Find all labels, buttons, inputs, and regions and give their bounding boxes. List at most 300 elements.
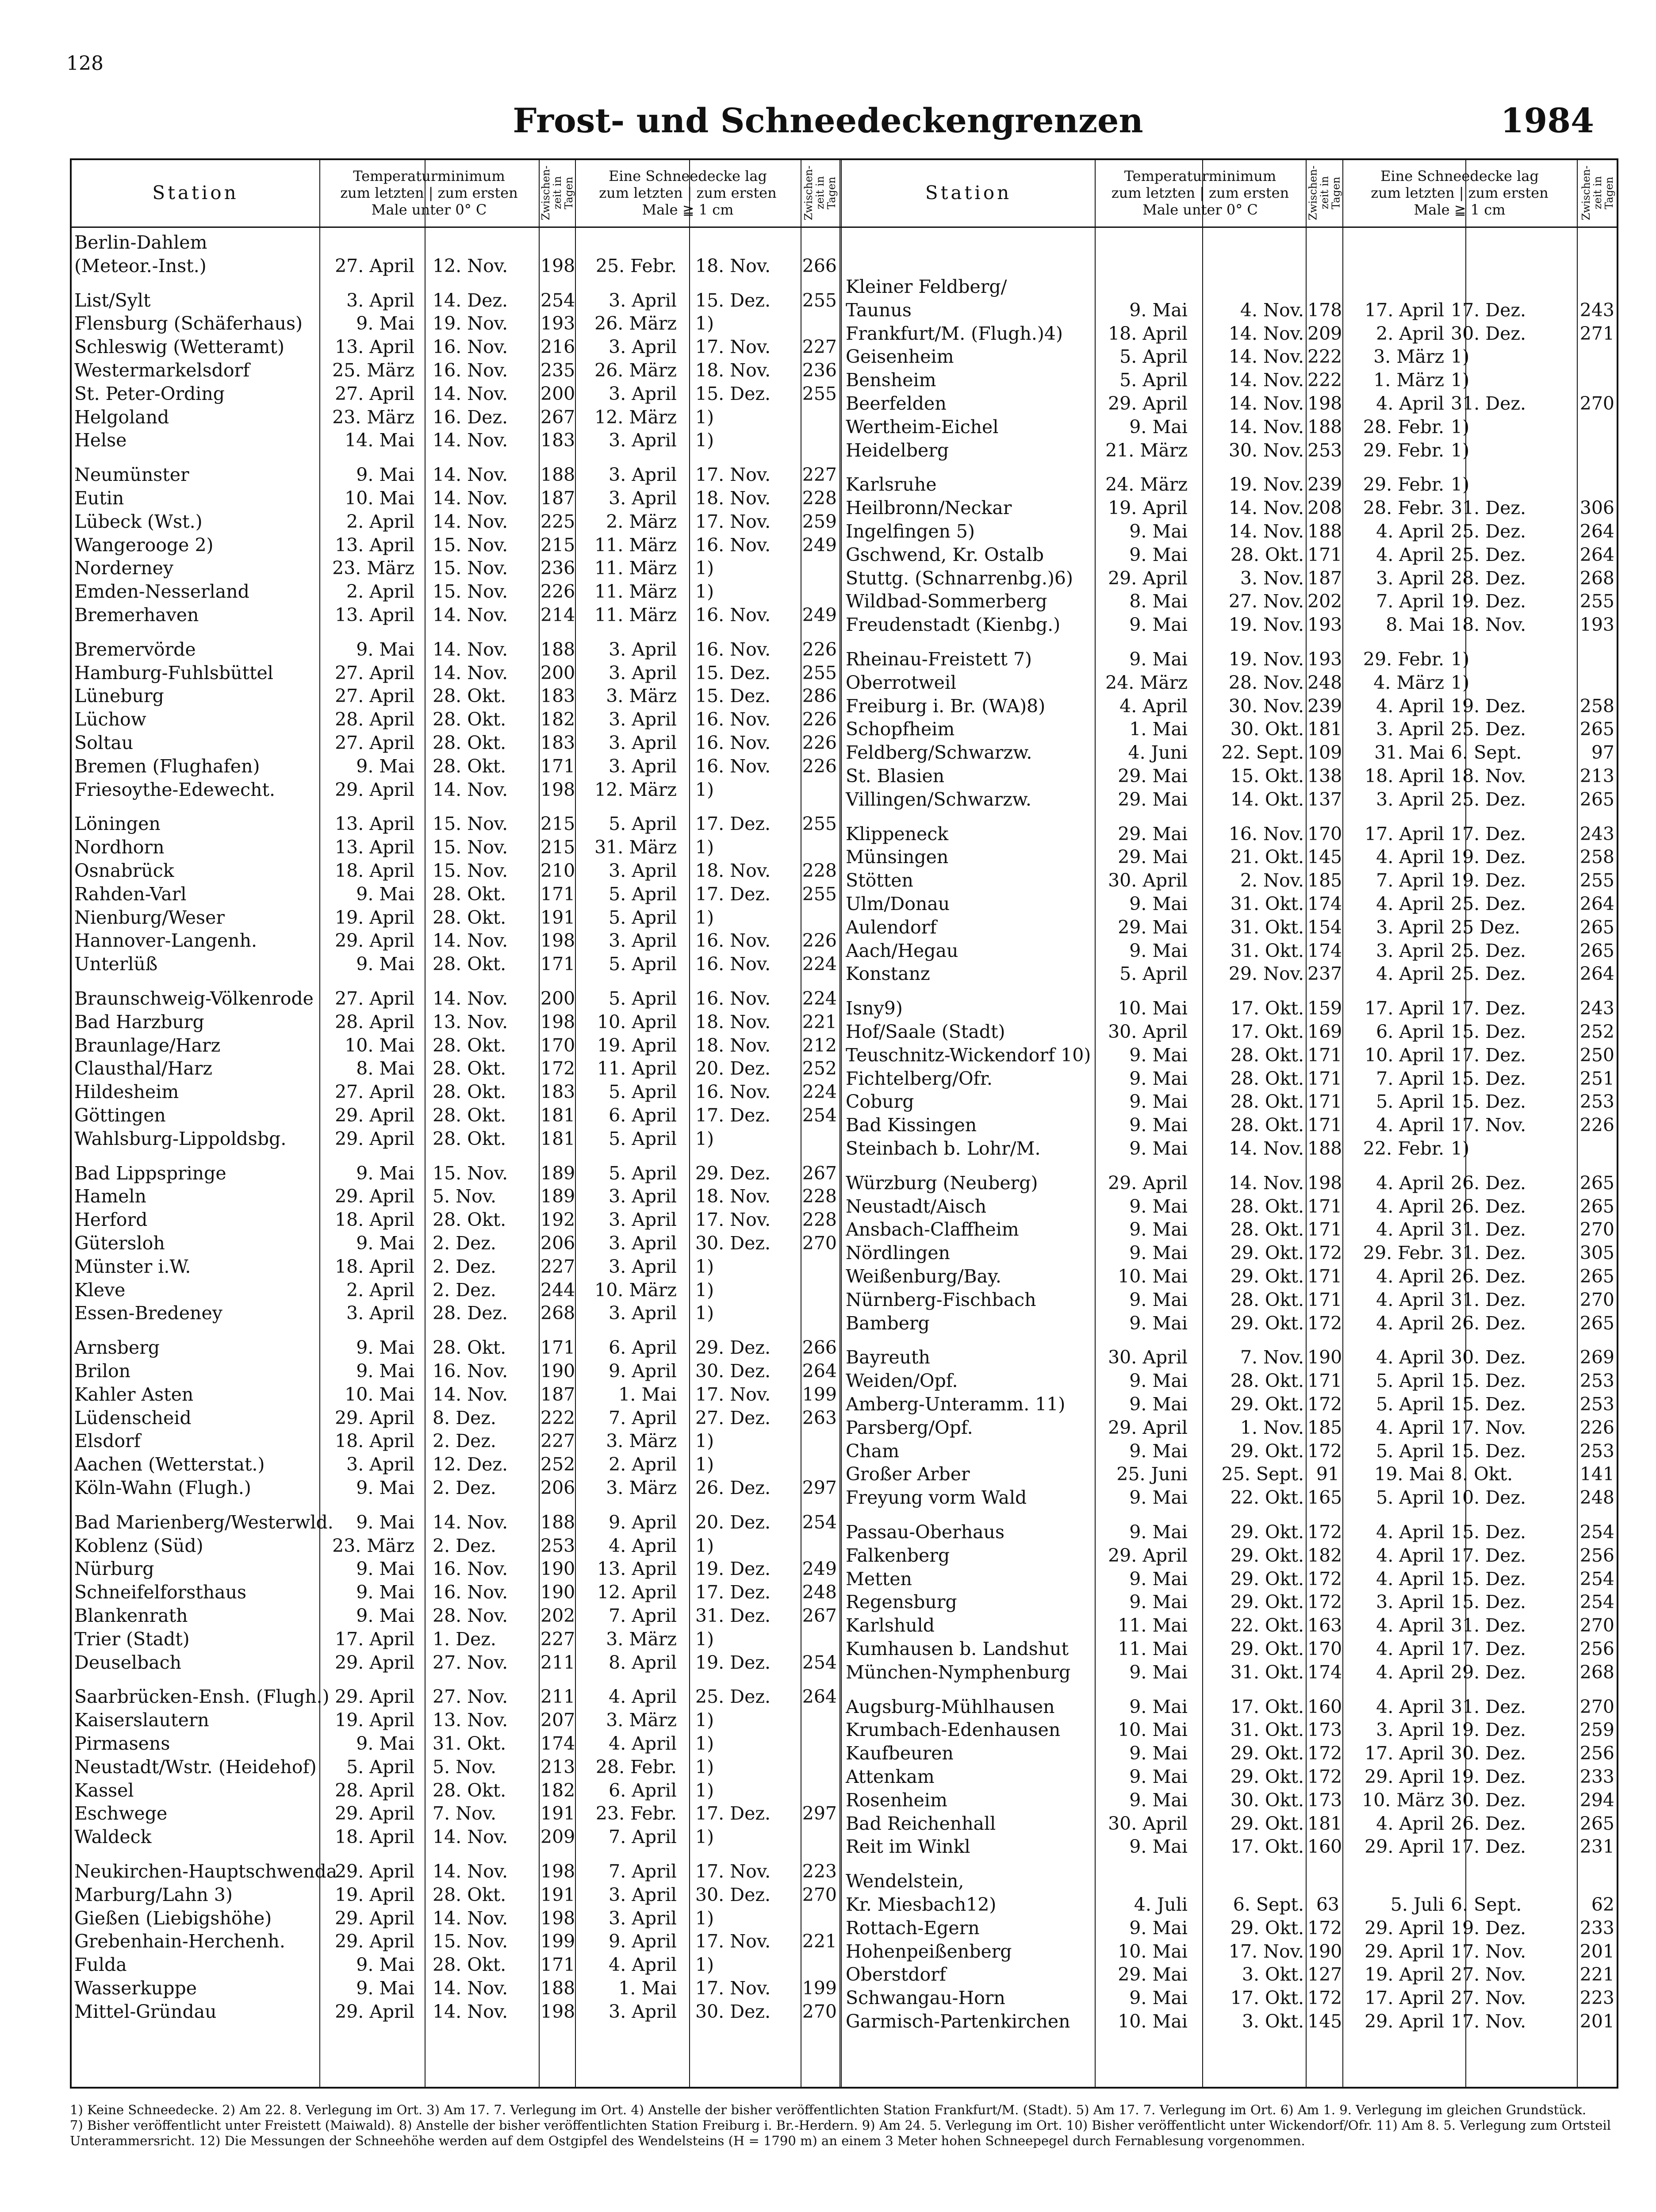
frost-first: 14. Nov.: [1228, 1172, 1304, 1194]
table-row: [0, 1393, 1656, 1416]
station-name: Stötten: [846, 870, 913, 891]
snow-first: 15. Dez.: [695, 662, 771, 684]
frost-last: 30. April: [1108, 1021, 1188, 1042]
frost-last: 10. Mai: [1118, 2011, 1188, 2032]
frost-last: 2. April: [346, 581, 414, 603]
frost-interval-days: 172: [1307, 1766, 1342, 1787]
snow-interval-days: 252: [802, 1058, 837, 1079]
frost-interval-days: 182: [1307, 1544, 1342, 1566]
snow-last: 1. Mai: [618, 1383, 677, 1405]
snow-first: 30. Dez.: [695, 2001, 771, 2022]
header-snow-first: zum ersten: [696, 184, 777, 201]
snow-interval-days: 268: [1579, 567, 1614, 589]
table-row: [0, 788, 1656, 811]
snow-last: 4. April: [1376, 1289, 1444, 1310]
frost-first: 31. Okt.: [1230, 916, 1304, 938]
snow-first: 15. Dez.: [1451, 1370, 1526, 1392]
snow-interval-days: 258: [1579, 846, 1614, 868]
frost-first: 14. Nov.: [1228, 369, 1304, 391]
frost-last: 14. Mai: [345, 430, 414, 451]
snow-first: 26. Dez.: [1451, 1813, 1526, 1834]
snow-last: 1. Mai: [618, 1978, 677, 1999]
frost-first: 3. Nov.: [1240, 567, 1304, 589]
station-name: Bayreuth: [846, 1347, 930, 1368]
station-name: Neustadt/Aisch: [846, 1195, 987, 1217]
frost-last: 9. Mai: [1129, 1568, 1188, 1590]
snow-last: 29. April: [1365, 1766, 1444, 1787]
snow-last: 3. April: [1376, 1719, 1444, 1741]
frost-interval-days: 210: [540, 860, 575, 881]
snow-last: 25. Febr.: [595, 255, 677, 276]
station-name: Trier (Stadt): [74, 1628, 190, 1650]
snow-interval-days: 267: [802, 1162, 837, 1184]
frost-interval-days: 170: [1307, 823, 1342, 845]
frost-interval-days: 174: [540, 1733, 575, 1754]
snow-interval-days: 224: [802, 1081, 837, 1103]
station-name: Bremen (Flughafen): [74, 755, 260, 777]
snow-first: 26. Dez.: [1451, 1195, 1526, 1217]
footnote-line: 1) Keine Schneedecke. 2) Am 22. 8. Verlegung im Ort. 3) Am 17. 7. Verlegung im Ort. 4) Anstelle der bisher veröffentlichten Station Frankfurt/M. (Stadt). 5) Am 17. 7. Verlegung im Ort. 6) Am 1. 9. Verlegung im gleichen Grundstück.: [70, 2102, 1587, 2117]
snow-first: 25 Dez.: [1451, 916, 1520, 938]
frost-last: 9. Mai: [356, 1605, 414, 1626]
snow-interval-days: 286: [802, 685, 837, 707]
snow-last: 3. April: [609, 662, 677, 684]
snow-last: 3. April: [609, 1256, 677, 1277]
frost-first: 29. Okt.: [1230, 1544, 1304, 1566]
table-row: [0, 1718, 1656, 1741]
frost-first: 3. Okt.: [1242, 1964, 1304, 1985]
frost-last: 8. Mai: [356, 1058, 414, 1079]
snow-last: 18. April: [1365, 765, 1444, 787]
snow-interval-days: 265: [1579, 916, 1614, 938]
frost-last: 9. Mai: [1129, 1138, 1188, 1159]
snow-last: 4. April: [1376, 1696, 1444, 1717]
snow-first: 17. Dez.: [695, 1582, 771, 1603]
station-name: Mittel-Gründau: [74, 2001, 217, 2022]
snow-first: 1): [695, 581, 714, 603]
frost-interval-days: 214: [540, 604, 575, 626]
snow-interval-days: 231: [1579, 1836, 1614, 1858]
frost-interval-days: 183: [540, 732, 575, 753]
frost-last: 9. Mai: [1129, 614, 1188, 636]
frost-last: 9. Mai: [1129, 1591, 1188, 1613]
snow-interval-days: 270: [1579, 1219, 1614, 1240]
frost-interval-days: 227: [540, 1430, 575, 1452]
snow-last: 3. April: [1376, 567, 1444, 589]
station-name: Soltau: [74, 732, 134, 753]
station-name: Isny9): [846, 998, 903, 1019]
frost-interval-days: 138: [1307, 765, 1342, 787]
frost-interval-days: 190: [540, 1558, 575, 1580]
snow-interval-days: 228: [802, 860, 837, 881]
frost-first: 14. Nov.: [1228, 323, 1304, 344]
frost-interval-days: 207: [540, 1709, 575, 1731]
frost-interval-days: 226: [540, 581, 575, 603]
frost-first: 31. Okt.: [1230, 1719, 1304, 1741]
snow-first: 6. Sept.: [1451, 742, 1522, 764]
frost-last: 29. April: [335, 1651, 414, 1673]
snow-interval-days: 254: [802, 1651, 837, 1673]
frost-interval-days: 165: [1307, 1487, 1342, 1509]
frost-interval-days: 174: [1307, 893, 1342, 914]
snow-first: 17. Nov.: [1451, 2011, 1526, 2032]
frost-last: 24. März: [1105, 672, 1188, 693]
frost-last: 28. April: [335, 1779, 414, 1801]
snow-interval-days: 201: [1579, 2011, 1614, 2032]
snow-last: 9. April: [609, 1360, 677, 1382]
frost-first: 17. Okt.: [1230, 1836, 1304, 1858]
snow-interval-days: 297: [802, 1477, 837, 1498]
snow-last: 4. März: [1373, 672, 1444, 693]
frost-last: 9. Mai: [1129, 416, 1188, 438]
snow-interval-days: 250: [1579, 1044, 1614, 1066]
snow-first: 17. Dez.: [1451, 1836, 1526, 1858]
station-name: Stuttg. (Schnarrenbg.)6): [846, 567, 1073, 589]
snow-interval-days: 228: [802, 1186, 837, 1207]
frost-interval-days: 181: [540, 1105, 575, 1126]
frost-first: 19. Nov.: [1228, 474, 1304, 495]
frost-first: 15. Okt.: [1230, 765, 1304, 787]
snow-interval-days: 264: [1579, 521, 1614, 542]
snow-interval-days: 259: [1579, 1719, 1614, 1741]
station-name: Bremervörde: [74, 638, 196, 660]
snow-last: 28. Febr.: [595, 1756, 677, 1778]
table-row: [0, 764, 1656, 787]
frost-first: 19. Nov.: [1228, 614, 1304, 636]
snow-last: 3. April: [1376, 940, 1444, 961]
station-name: Münster i.W.: [74, 1256, 191, 1277]
frost-first: 4. Nov.: [1240, 299, 1304, 321]
frost-first: 15. Nov.: [433, 860, 508, 881]
snow-first: 20. Dez.: [695, 1058, 771, 1079]
station-name: (Meteor.-Inst.): [74, 255, 207, 276]
snow-last: 3. April: [609, 1907, 677, 1929]
frost-last: 9. Mai: [1129, 1289, 1188, 1310]
snow-last: 5. April: [609, 906, 677, 928]
snow-interval-days: 223: [802, 1861, 837, 1882]
station-name: Rahden-Varl: [74, 883, 187, 905]
snow-first: 30. Dez.: [1451, 1743, 1526, 1764]
frost-first: 27. Nov.: [433, 1651, 508, 1673]
frost-last: 11. Mai: [1118, 1638, 1188, 1659]
snow-interval-days: 141: [1579, 1463, 1614, 1485]
frost-last: 9. Mai: [1129, 1836, 1188, 1858]
frost-last: 18. April: [335, 860, 414, 881]
frost-interval-days: 171: [1307, 1044, 1342, 1066]
snow-last: 5. Juli: [1390, 1894, 1444, 1915]
frost-first: 7. Nov.: [1240, 1347, 1304, 1368]
table-row: [0, 322, 1656, 345]
table-row: [0, 1916, 1656, 1939]
table-row: [0, 822, 1656, 845]
frost-last: 13. April: [335, 336, 414, 358]
snow-first: 31. Dez.: [1451, 1615, 1526, 1636]
snow-interval-days: 264: [802, 1360, 837, 1382]
snow-first: 1): [695, 837, 714, 858]
frost-interval-days: 202: [540, 1605, 575, 1626]
frost-last: 19. April: [335, 906, 414, 928]
frost-last: 3. April: [346, 1454, 414, 1475]
frost-last: 4. Juli: [1134, 1894, 1188, 1915]
snow-first: 25. Dez.: [1451, 788, 1526, 810]
frost-first: 2. Nov.: [1240, 870, 1304, 891]
snow-first: 15. Dez.: [1451, 1021, 1526, 1042]
snow-first: 19. Dez.: [1451, 591, 1526, 612]
frost-last: 10. Mai: [1118, 998, 1188, 1019]
frost-last: 27. April: [335, 988, 414, 1009]
frost-last: 29. April: [335, 1686, 414, 1708]
snow-interval-days: 268: [1579, 1661, 1614, 1683]
snow-last: 19. Mai: [1374, 1463, 1444, 1485]
frost-interval-days: 63: [1316, 1894, 1339, 1915]
snow-interval-days: 226: [802, 755, 837, 777]
frost-interval-days: 172: [540, 1058, 575, 1079]
frost-last: 27. April: [335, 255, 414, 276]
snow-interval-days: 249: [802, 604, 837, 626]
frost-first: 2. Dez.: [433, 1233, 496, 1254]
snow-last: 5. April: [1376, 1440, 1444, 1462]
snow-first: 29. Dez.: [695, 1162, 771, 1184]
snow-interval-days: 226: [802, 638, 837, 660]
frost-interval-days: 172: [1307, 1591, 1342, 1613]
snow-interval-days: 249: [802, 534, 837, 556]
frost-interval-days: 183: [540, 1081, 575, 1103]
frost-last: 29. Mai: [1118, 765, 1188, 787]
snow-interval-days: 265: [1579, 1813, 1614, 1834]
frost-first: 28. Okt.: [1230, 1068, 1304, 1089]
snow-first: 1): [695, 1709, 714, 1731]
frost-last: 9. Mai: [356, 1511, 414, 1533]
snow-first: 25. Dez.: [1451, 940, 1526, 961]
snow-interval-days: 255: [802, 813, 837, 835]
snow-first: 10. Dez.: [1451, 1487, 1526, 1509]
frost-interval-days: 215: [540, 534, 575, 556]
frost-interval-days: 198: [1307, 1172, 1342, 1194]
snow-last: 5. April: [609, 1128, 677, 1149]
station-name: Regensburg: [846, 1591, 957, 1613]
frost-interval-days: 200: [540, 988, 575, 1009]
frost-interval-days: 183: [540, 430, 575, 451]
frost-first: 13. Nov.: [433, 1011, 508, 1033]
station-name: Heilbronn/Neckar: [846, 497, 1012, 519]
frost-interval-days: 239: [1307, 474, 1342, 495]
snow-first: 31. Dez.: [1451, 393, 1526, 414]
snow-first: 17. Dez.: [695, 883, 771, 905]
table-row: [0, 1312, 1656, 1335]
snow-interval-days: 270: [802, 1884, 837, 1905]
snow-first: 1): [1451, 672, 1470, 693]
table-row: [0, 1218, 1656, 1241]
snow-last: 2. April: [609, 1454, 677, 1475]
table-row: [0, 1463, 1656, 1486]
snow-first: 16. Nov.: [695, 930, 771, 952]
frost-first: 8. Dez.: [433, 1407, 496, 1429]
snow-last: 4. April: [1376, 695, 1444, 717]
snow-last: 7. April: [609, 1605, 677, 1626]
frost-first: 3. Okt.: [1242, 2011, 1304, 2032]
snow-interval-days: 255: [802, 883, 837, 905]
table-row: [0, 1614, 1656, 1637]
snow-interval-days: 266: [802, 255, 837, 276]
snow-last: 29. April: [1365, 1940, 1444, 1962]
snow-first: 1): [695, 1628, 714, 1650]
snow-interval-days: 221: [1579, 1964, 1614, 1985]
frost-interval-days: 200: [540, 662, 575, 684]
table-row: [0, 1171, 1656, 1194]
snow-first: 1): [695, 1907, 714, 1929]
snow-first: 15. Dez.: [1451, 1068, 1526, 1089]
frost-first: 21. Okt.: [1230, 846, 1304, 868]
snow-first: 25. Dez.: [1451, 893, 1526, 914]
frost-last: 17. April: [335, 1628, 414, 1650]
snow-last: 3. April: [609, 1186, 677, 1207]
frost-first: 29. Okt.: [1230, 1312, 1304, 1334]
frost-last: 29. April: [335, 1105, 414, 1126]
frost-last: 18. April: [335, 1209, 414, 1231]
snow-first: 31. Dez.: [1451, 1696, 1526, 1717]
snow-first: 25. Dez.: [1451, 544, 1526, 565]
table-row: [0, 997, 1656, 1020]
snow-interval-days: 263: [802, 1407, 837, 1429]
snow-last: 4. April: [1376, 1638, 1444, 1659]
snow-last: 11. April: [597, 1058, 677, 1079]
frost-last: 8. Mai: [1129, 591, 1188, 612]
table-row: [0, 1416, 1656, 1439]
station-name: Bamberg: [846, 1312, 930, 1334]
snow-first: 16. Nov.: [695, 709, 771, 730]
table-row: [0, 695, 1656, 718]
snow-interval-days: 270: [802, 2001, 837, 2022]
station-name: Konstanz: [846, 963, 930, 985]
frost-last: 19. April: [335, 1709, 414, 1731]
snow-interval-days: 243: [1579, 823, 1614, 845]
frost-first: 28. Okt.: [433, 1209, 506, 1231]
table-row: [0, 1963, 1656, 1986]
table-row: [0, 1137, 1656, 1160]
snow-interval-days: 199: [802, 1383, 837, 1405]
frost-interval-days: 171: [540, 1954, 575, 1976]
snow-last: 5. April: [1376, 1394, 1444, 1415]
station-name: Helgoland: [74, 406, 169, 428]
snow-last: 8. April: [609, 1651, 677, 1673]
frost-first: 19. Nov.: [1228, 649, 1304, 670]
snow-first: 1): [695, 1733, 714, 1754]
station-name: Essen-Bredeney: [74, 1302, 222, 1324]
frost-interval-days: 206: [540, 1477, 575, 1498]
station-name: Amberg-Unteramm. 11): [846, 1394, 1066, 1415]
snow-first: 15. Dez.: [1451, 1091, 1526, 1113]
station-name: Garmisch-Partenkirchen: [846, 2011, 1070, 2032]
station-name: Hohenpeißenberg: [846, 1940, 1012, 1962]
header-temp-sub: zum letzten | zum ersten: [1111, 184, 1289, 201]
frost-first: 17. Nov.: [1228, 1940, 1304, 1962]
snow-interval-days: 271: [1579, 323, 1614, 344]
station-name: Neustadt/Wstr. (Heidehof): [74, 1756, 317, 1778]
snow-first: 15. Dez.: [695, 685, 771, 707]
station-name: Beerfelden: [846, 393, 947, 414]
frost-last: 9. Mai: [1129, 1068, 1188, 1089]
station-name: Koblenz (Süd): [74, 1535, 203, 1556]
frost-last: 29. April: [1108, 1172, 1188, 1194]
frost-first: 14. Nov.: [433, 1978, 508, 1999]
snow-last: 5. April: [1376, 1487, 1444, 1509]
snow-last: 3. April: [609, 1209, 677, 1231]
frost-first: 22. Okt.: [1230, 1487, 1304, 1509]
snow-first: 1): [1451, 1138, 1470, 1159]
frost-first: 14. Nov.: [1228, 416, 1304, 438]
snow-last: 17. April: [1365, 823, 1444, 845]
snow-last: 2. März: [606, 511, 677, 532]
frost-interval-days: 188: [1307, 416, 1342, 438]
frost-last: 1. Mai: [1129, 718, 1188, 740]
snow-first: 17. Dez.: [1451, 299, 1526, 321]
station-name: Friesoythe-Edewecht.: [74, 779, 275, 800]
snow-last: 17. April: [1365, 998, 1444, 1019]
snow-first: 16. Nov.: [695, 755, 771, 777]
frost-first: 14. Nov.: [433, 1511, 508, 1533]
header-snow-sub: zum letzten | zum ersten: [599, 184, 777, 201]
frost-interval-days: 227: [540, 1628, 575, 1650]
snow-interval-days: 223: [1579, 1987, 1614, 2009]
snow-first: 29. Dez.: [695, 1337, 771, 1359]
header-station-right: Station: [925, 182, 1012, 204]
station-name: Freyung vorm Wald: [846, 1487, 1027, 1509]
frost-first: 19. Nov.: [433, 313, 508, 334]
snow-first: 31. Dez.: [1451, 497, 1526, 519]
frost-interval-days: 188: [540, 1978, 575, 1999]
frost-last: 29. April: [1108, 393, 1188, 414]
header-temp-sub: zum letzten | zum ersten: [340, 184, 518, 201]
frost-interval-days: 200: [540, 383, 575, 404]
frost-last: 9. Mai: [1129, 1987, 1188, 2009]
snow-interval-days: 251: [1579, 1068, 1614, 1089]
station-name: Westermarkelsdorf: [74, 360, 250, 381]
frost-last: 11. Mai: [1118, 1615, 1188, 1636]
frost-first: 14. Nov.: [433, 511, 508, 532]
frost-first: 28. Okt.: [1230, 1289, 1304, 1310]
station-name: Clausthal/Harz: [74, 1058, 213, 1079]
frost-interval-days: 169: [1307, 1021, 1342, 1042]
station-name: Schneifelforsthaus: [74, 1582, 247, 1603]
snow-last: 3. April: [609, 755, 677, 777]
snow-last: 7. April: [1376, 1068, 1444, 1089]
snow-last: 5. April: [609, 813, 677, 835]
frost-interval-days: 171: [540, 953, 575, 975]
frost-last: 21. März: [1105, 439, 1188, 461]
frost-interval-days: 215: [540, 837, 575, 858]
frost-first: 29. Nov.: [1228, 963, 1304, 985]
frost-interval-days: 171: [1307, 1370, 1342, 1392]
header-snow-right: [1342, 160, 1577, 226]
frost-interval-days: 236: [540, 557, 575, 579]
frost-interval-days: 171: [540, 755, 575, 777]
table-row: [0, 415, 1656, 438]
frost-first: 29. Okt.: [1230, 1591, 1304, 1613]
frost-first: 16. Nov.: [1228, 823, 1304, 845]
frost-last: 29. April: [335, 1931, 414, 1952]
snow-first: 19. Dez.: [1451, 1917, 1526, 1939]
frost-interval-days: 206: [540, 1233, 575, 1254]
frost-last: 9. Mai: [1129, 299, 1188, 321]
frost-first: 14. Nov.: [433, 930, 508, 952]
frost-last: 18. April: [1108, 323, 1188, 344]
snow-first: 17. Dez.: [1451, 1544, 1526, 1566]
frost-first: 30. Nov.: [1228, 695, 1304, 717]
station-name: Kr. Miesbach12): [846, 1894, 997, 1915]
frost-interval-days: 171: [1307, 1219, 1342, 1240]
snow-last: 11. März: [594, 581, 677, 603]
frost-interval-days: 170: [540, 1034, 575, 1056]
